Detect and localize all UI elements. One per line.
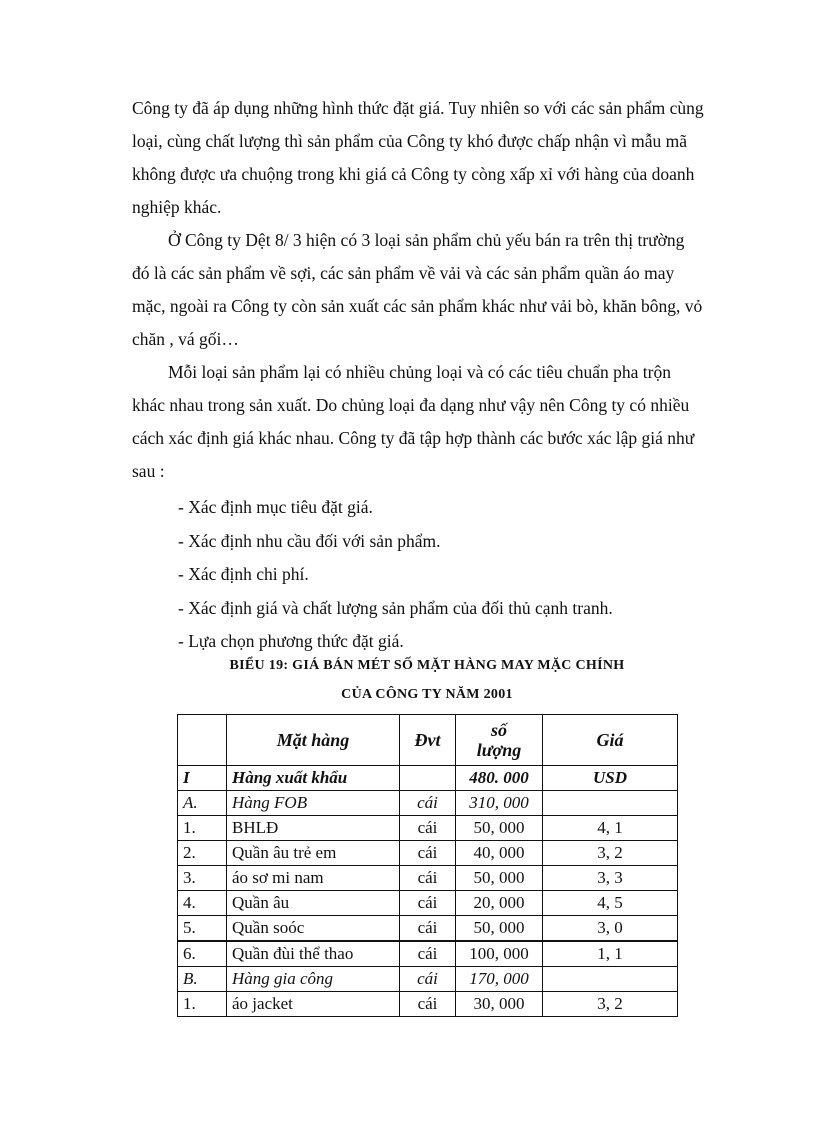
table-row [178,891,678,916]
row-quantity: 310, 000 [456,791,543,816]
table-row [178,791,678,816]
row-quantity: 170, 000 [456,967,543,992]
row-number: 1. [178,992,227,1017]
list-item: - Lựa chọn phương thức đặt giá. [178,631,404,651]
row-quantity: 20, 000 [456,891,543,916]
table-row [178,941,678,967]
row-number: 3. [178,866,227,891]
row-unit: cái [400,891,456,916]
table-row [178,916,678,942]
row-price [543,791,678,816]
paragraph-line: loại, cùng chất lượng thì sản phẩm của Công ty khó được chấp nhận vì mẫu mã [132,131,688,151]
row-item: Hàng FOB [227,791,400,816]
paragraph-1 [132,92,722,224]
row-price: 3, 3 [543,866,678,891]
row-unit: cái [400,791,456,816]
row-price: 4, 1 [543,816,678,841]
list-item: - Xác định chi phí. [178,564,309,584]
paragraph-line: không được ưa chuộng trong khi giá cả Công ty còng xấp xỉ với hàng của doanh [132,164,695,184]
row-number: 4. [178,891,227,916]
header-quantity-line-2: lượng [476,740,522,760]
paragraph-line: khác nhau trong sản xuất. Do chủng loại đa dạng như vậy nên Công ty có nhiều [132,395,690,415]
row-number: 6. [178,941,227,967]
table-row [178,866,678,891]
header-unit: Đvt [400,715,456,766]
row-item: Hàng gia công [227,967,400,992]
paragraph-2 [132,224,722,356]
row-quantity: 50, 000 [456,916,543,942]
header-quantity [456,715,543,766]
row-price: 4, 5 [543,891,678,916]
list-item: - Xác định mục tiêu đặt giá. [178,497,373,517]
row-quantity: 30, 000 [456,992,543,1017]
row-number: B. [178,967,227,992]
list-item: - Xác định nhu cầu đối với sản phẩm. [178,530,441,551]
paragraph-line: sau : [132,461,165,481]
paragraph-line: mặc, ngoài ra Công ty còn sản xuất các sản phẩm khác như vải bò, khăn bông, vỏ [132,296,703,316]
paragraph-line: nghiệp khác. [132,197,222,217]
row-price: 1, 1 [543,941,678,967]
row-unit: cái [400,816,456,841]
row-number: 2. [178,841,227,866]
paragraph-line: chăn , vá gối… [132,329,239,349]
table-row [178,967,678,992]
row-item: Quần âu [227,891,400,916]
row-item: BHLĐ [227,816,400,841]
row-quantity: 100, 000 [456,941,543,967]
row-number: 5. [178,916,227,942]
header-item: Mặt hàng [227,715,400,766]
row-item: Quần soóc [227,916,400,942]
row-number: I [178,766,227,791]
table-header-row [178,715,678,766]
header-number [178,715,227,766]
paragraph-line: Ở Công ty Dệt 8/ 3 hiện có 3 loại sản phẩm chủ yếu bán ra trên thị trường [168,230,685,250]
row-unit: cái [400,841,456,866]
row-unit: cái [400,992,456,1017]
header-quantity-line-1: số [490,720,507,740]
paragraph-3 [132,356,722,488]
row-item: Quần đùi thể thao [227,941,400,967]
row-price: 3, 2 [543,841,678,866]
row-unit: cái [400,941,456,967]
row-unit: cái [400,916,456,942]
table-row [178,766,678,791]
row-quantity: 50, 000 [456,816,543,841]
paragraph-line: cách xác định giá khác nhau. Công ty đã tập hợp thành các bước xác lập giá như [132,428,695,448]
pricing-steps-list [178,491,613,659]
row-price: USD [543,766,678,791]
table-caption-line-2: CỦA CÔNG TY NĂM 2001 [341,687,513,702]
row-unit: cái [400,967,456,992]
row-unit [400,766,456,791]
list-item: - Xác định giá và chất lượng sản phẩm của đối thủ cạnh tranh. [178,597,613,618]
paragraph-line: Mỗi loại sản phẩm lại có nhiều chủng loại và có các tiêu chuẩn pha trộn [168,362,671,382]
paragraph-line: Công ty đã áp dụng những hình thức đặt giá. Tuy nhiên so với các sản phẩm cùng [132,98,704,118]
table-row [178,841,678,866]
table-caption-line-1: BIỂU 19: GIÁ BÁN MÉT SỐ MẶT HÀNG MAY MẶC CHÍNH [229,658,625,673]
row-item: Hàng xuất khẩu [227,766,400,791]
row-price: 3, 2 [543,992,678,1017]
header-price: Giá [543,715,678,766]
row-price [543,967,678,992]
price-table [177,714,678,1017]
row-quantity: 50, 000 [456,866,543,891]
row-price: 3, 0 [543,916,678,942]
row-item: Quần âu trẻ em [227,841,400,866]
row-item: áo sơ mi nam [227,866,400,891]
table-row [178,816,678,841]
row-unit: cái [400,866,456,891]
row-item: áo jacket [227,992,400,1017]
row-quantity: 40, 000 [456,841,543,866]
table-row [178,992,678,1017]
row-number: 1. [178,816,227,841]
paragraph-line: đó là các sản phẩm về sợi, các sản phẩm về vải và các sản phẩm quần áo may [132,263,675,283]
row-quantity: 480. 000 [456,766,543,791]
row-number: A. [178,791,227,816]
